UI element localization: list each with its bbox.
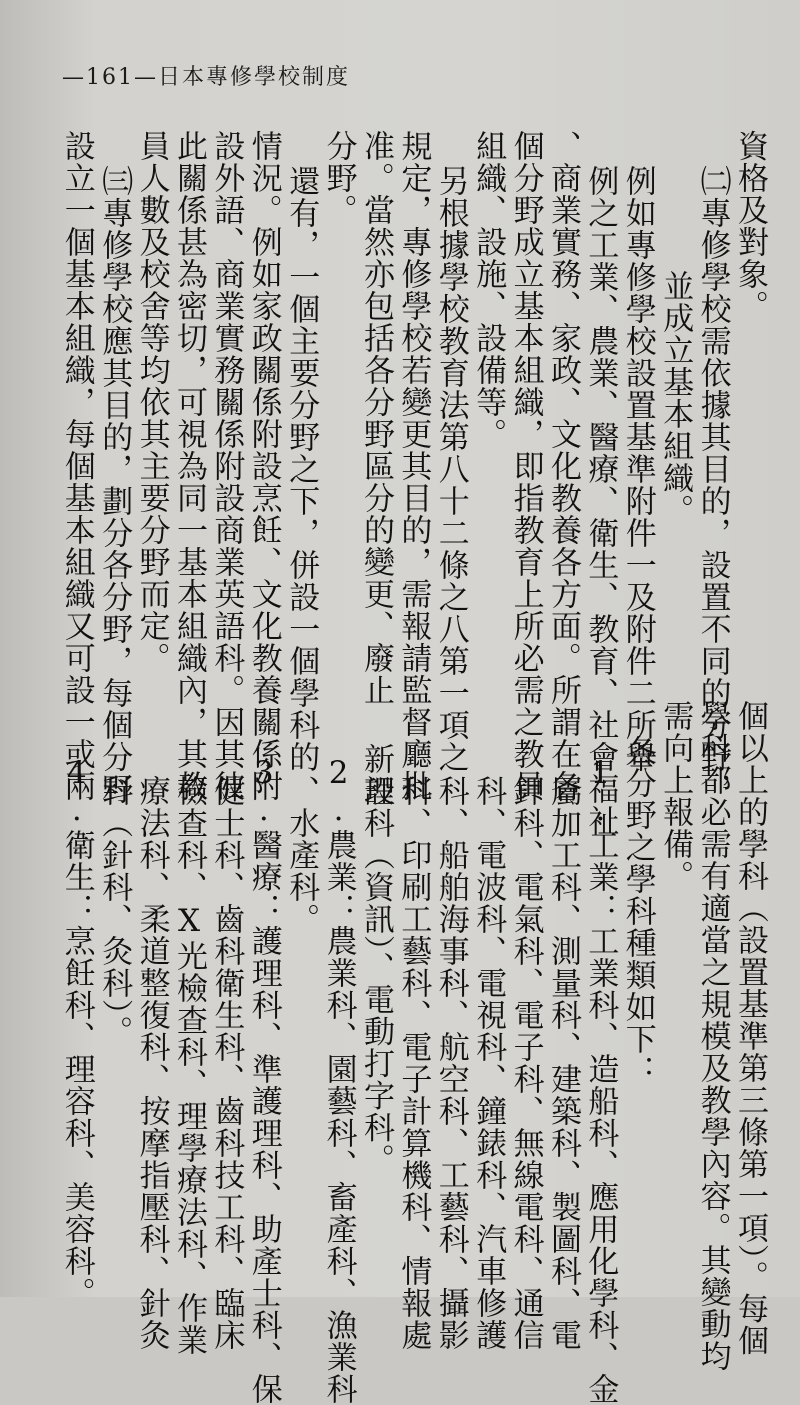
text-column: 科、印刷工藝科、電子計算機科、情報處: [395, 775, 432, 1351]
text-column: 准。當然亦包括各分野區分的變更、廢止 新設: [358, 130, 394, 807]
text-column: 1.工業：工業科、造船科、應用化學科、金: [582, 755, 619, 1405]
text-column: 各分野之學科種類如下：: [619, 735, 656, 1087]
text-column: 鉀科、電氣科、電子科、無線電科、通信: [507, 775, 544, 1351]
text-column: 還有，一個主要分野之下，併設一個學科的: [283, 165, 320, 773]
text-column: 科、船舶海事科、航空科、工藝科、攝影: [432, 775, 469, 1351]
text-column: 、水產科。: [283, 775, 320, 935]
text-column: 例之工業、農業、醫療、衛生、教育、社會福祉: [582, 165, 619, 837]
text-column: 設立一個基本組織，每個基本組織又可設一或兩: [58, 130, 95, 802]
text-column: 員人數及校舍等均依其主要分野而定。: [133, 130, 170, 674]
text-column: 資格及對象。: [732, 130, 768, 322]
text-column: 理科（資訊）、電動打字科。: [358, 775, 394, 1176]
text-column: 科、電波科、電視科、鐘錶科、汽車修護: [470, 775, 507, 1351]
text-column: 、商業實務、家政、文化教養各方面。所謂在各: [545, 130, 581, 802]
text-column: 另根據學校教育法第八十二條之八第一項之: [432, 165, 469, 773]
text-column: 個分野成立基本組織，即指教育上所必需之教員: [507, 130, 544, 802]
text-column: 需向上報備。: [657, 700, 694, 892]
text-column: 療法科、柔道整復科、按摩指壓科、針灸: [133, 775, 170, 1351]
text-column: 並成立基本組織。: [657, 270, 694, 526]
text-column: 分野。: [320, 130, 357, 226]
text-column: 組織、設施、設備等。: [470, 130, 507, 450]
text-column: 3.醫療：護理科、準護理科、助產士科、保: [245, 755, 282, 1405]
text-column: 4.衛生：烹飪科、理容科、美容科。: [58, 755, 95, 1309]
text-column: ㈢專修學校應其目的，劃分各分野，每個分野: [96, 165, 133, 805]
text-column: 例如專修學校設置基準附件一及附件二所舉: [619, 165, 656, 773]
text-column: 學科都必需有適當之規模及教學內容。其變動均: [694, 700, 731, 1372]
text-column: 健士科、齒科衛生科、齒科技工科、臨床: [208, 775, 245, 1351]
text-column: 設外語、商業實務關係附設商業英語科。因其彼: [208, 130, 245, 802]
text-column: 規定，專修學校若變更其目的，需報請監督廳批: [395, 130, 432, 802]
running-header: —161—日本專修學校制度: [62, 65, 350, 90]
text-column: 檢查科、X光檢查科、理學療法科、作業: [171, 775, 207, 1356]
text-column: 2.農業：農業科、園藝科、畜產科、漁業科: [320, 755, 357, 1405]
text-column: ㈡專修學校需依據其目的，設置不同的分野，: [694, 165, 731, 805]
text-column: 科（針科、灸科）。: [96, 775, 133, 1048]
text-column: 此關係甚為密切，可視為同一基本組織內，其教: [171, 130, 207, 802]
text-column: 屬加工科、測量科、建築科、製圖科、電: [545, 775, 581, 1351]
text-column: 個以上的學科（設置基準第三條第一項）。每個: [732, 700, 768, 1357]
text-column: 情況。例如家政關係附設烹飪、文化教養關係附: [245, 130, 282, 802]
